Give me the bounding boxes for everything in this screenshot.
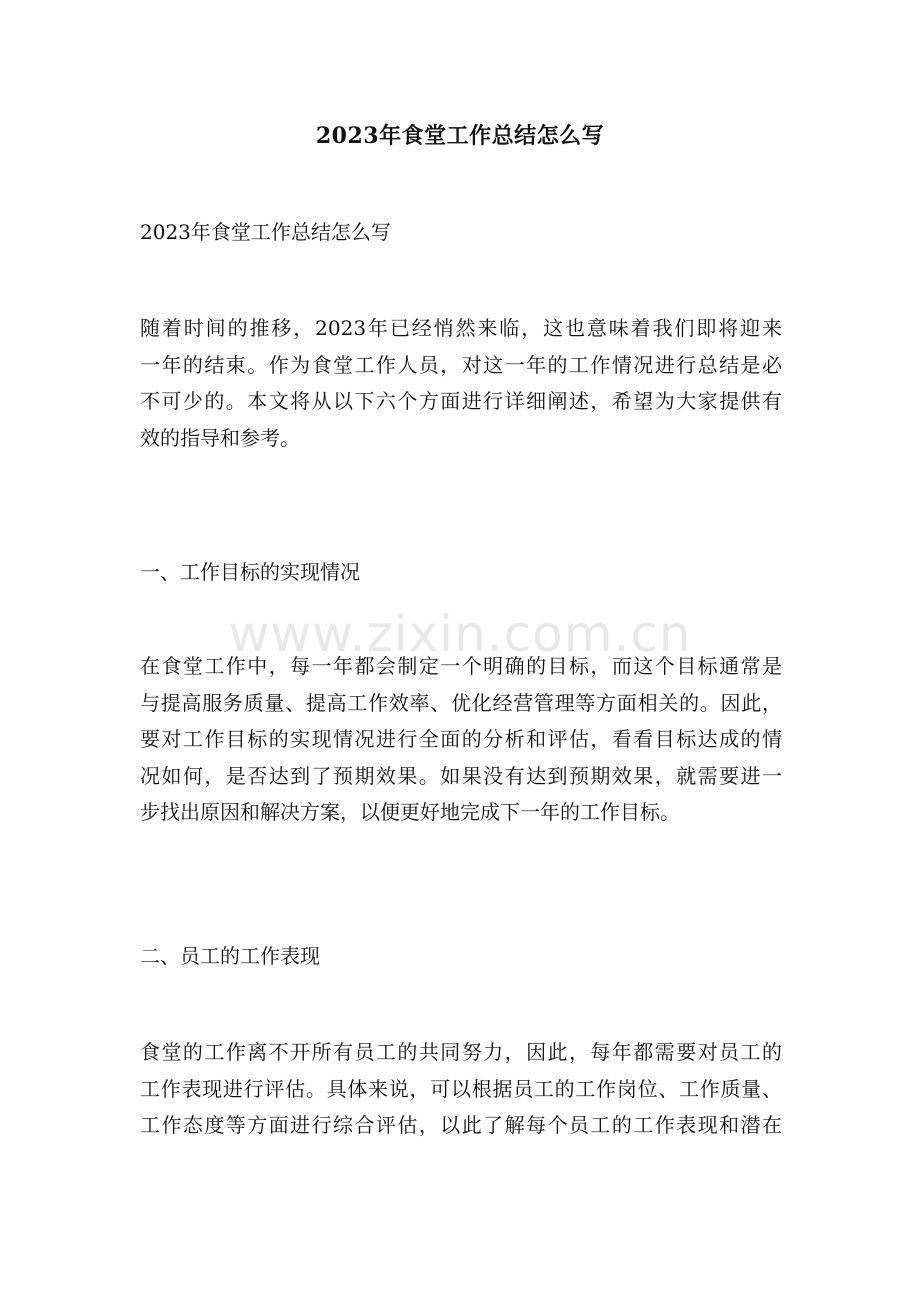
paragraph-line: 况如何，是否达到了预期效果。如果没有达到预期效果，就需要进一: [140, 763, 782, 788]
paragraph-line: 效的指导和参考。: [140, 425, 300, 450]
paragraph-line: 在食堂工作中，每一年都会制定一个明确的目标，而这个目标通常是: [140, 654, 782, 678]
paragraph-line: 一年的结束。作为食堂工作人员，对这一年的工作情况进行总结是必: [140, 352, 782, 377]
document-subtitle: 2023年食堂工作总结怎么写: [140, 220, 391, 244]
section-2-paragraph: [140, 1034, 782, 1144]
paragraph-line: 步找出原因和解决方案，以便更好地完成下一年的工作目标。: [140, 800, 680, 824]
section-heading-1: 一、工作目标的实现情况: [140, 560, 360, 584]
paragraph-line: 工作态度等方面进行综合评估，以此了解每个员工的工作表现和潜在: [140, 1113, 782, 1137]
document-title: 2023年食堂工作总结怎么写: [315, 123, 605, 149]
section-heading-2: 二、员工的工作表现: [140, 944, 320, 968]
paragraph-line: 要对工作目标的实现情况进行全面的分析和评估，看看目标达成的情: [140, 727, 782, 751]
paragraph-line: 与提高服务质量、提高工作效率、优化经营管理等方面相关的。因此，: [140, 690, 782, 715]
intro-paragraph: [140, 310, 782, 456]
paragraph-line: 随着时间的推移，2023年已经悄然来临，这也意味着我们即将迎来: [140, 316, 782, 340]
paragraph-line: 工作表现进行评估。具体来说，可以根据员工的工作岗位、工作质量、: [140, 1076, 782, 1101]
paragraph-line: 不可少的。本文将从以下六个方面进行详细阐述，希望为大家提供有: [140, 389, 782, 413]
watermark: www.zixin.com.cn: [228, 605, 692, 663]
section-1-paragraph: [140, 648, 782, 831]
paragraph-line: 食堂的工作离不开所有员工的共同努力，因此，每年都需要对员工的: [140, 1040, 782, 1064]
